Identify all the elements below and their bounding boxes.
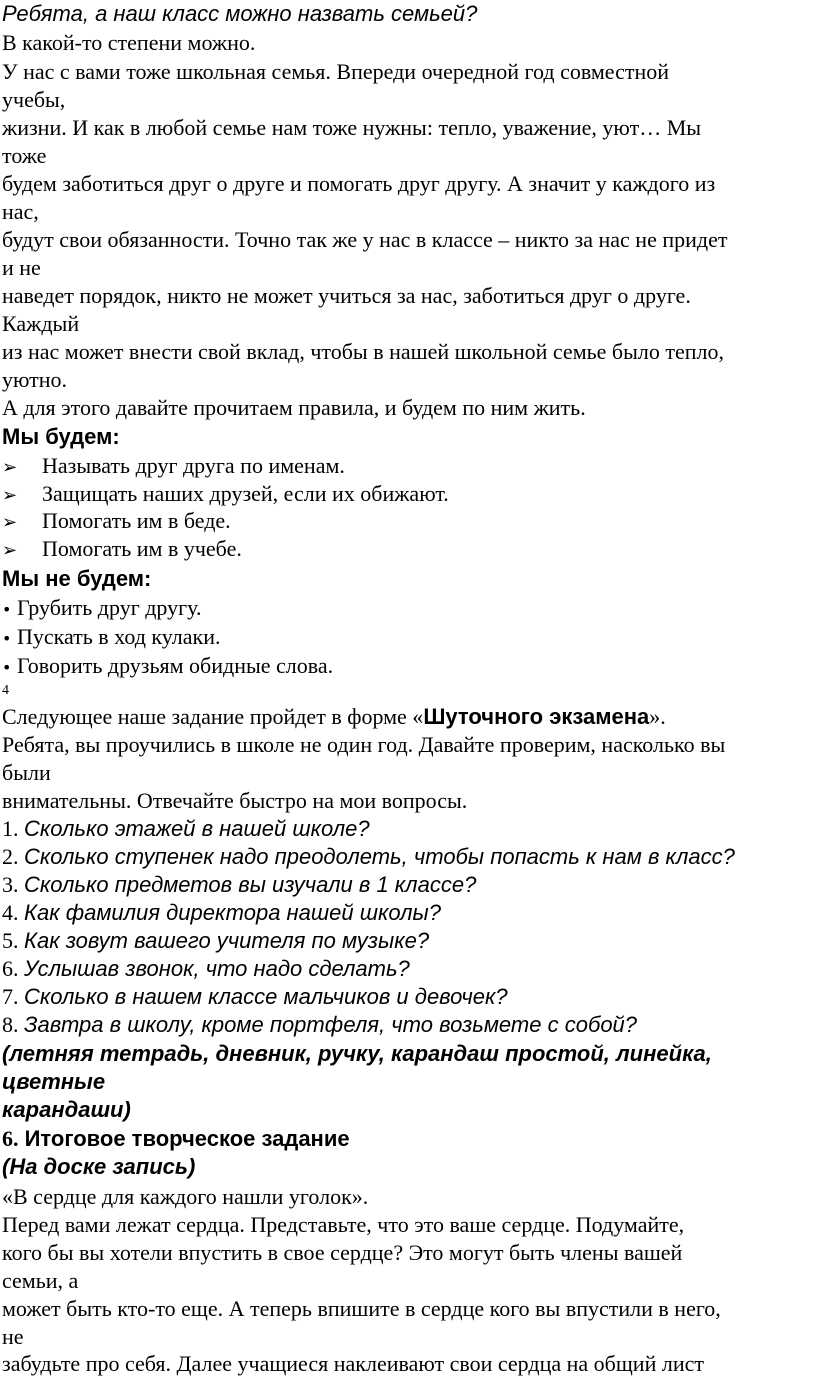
rules-dont-item-text: Говорить друзьям обидные слова. (16, 653, 334, 678)
question-text: Сколько этажей в нашей школе? (24, 816, 370, 841)
intro-line: будут свои обязанности. Точно так же у нас в классе – никто за нас не придет (2, 227, 728, 252)
question-text: Сколько в нашем классе мальчиков и девочек? (24, 984, 508, 1009)
question-text: Сколько ступенек надо преодолеть, чтобы попасть к нам в класс? (24, 844, 735, 869)
rules-do-item (2, 480, 449, 510)
intro-line: будем заботиться друг о друге и помогать друг другу. А значит у каждого из (2, 171, 716, 196)
board-note: (На доске запись) (2, 1154, 196, 1179)
exam-question (2, 871, 476, 899)
intro-line: из нас может внести свой вклад, чтобы в нашей школьной семье было тепло, (2, 339, 724, 364)
arrow-bullet-icon: ➢ (2, 540, 18, 561)
intro-line: нас, (2, 199, 39, 224)
question-number: 8. (2, 1012, 19, 1037)
intro-line: учебы, (2, 87, 66, 112)
rules-do-item (2, 507, 231, 537)
question-number: 1. (2, 816, 19, 841)
exam-intro-text: Следующее наше задание пройдет в форме « (2, 704, 424, 729)
exam-question (2, 927, 429, 955)
exam-answer-line: карандаши) (2, 1097, 131, 1122)
intro-line: В какой-то степени можно. (2, 30, 256, 55)
dot-bullet-icon: • (2, 600, 12, 619)
intro-line: Каждый (2, 311, 80, 336)
exam-line: внимательны. Отвечайте быстро на мои вопросы. (2, 788, 468, 813)
final-line: не (2, 1324, 24, 1349)
rules-do-item-text: Защищать наших друзей, если их обижают. (42, 481, 449, 506)
rules-do-item (2, 535, 242, 565)
question-text: Как фамилия директора нашей школы? (24, 900, 441, 925)
dot-bullet-icon: • (2, 658, 12, 677)
question-text: Как зовут вашего учителя по музыке? (24, 928, 430, 953)
question-number: 6. (2, 956, 19, 981)
final-line: Перед вами лежат сердца. Представьте, что это ваше сердце. Подумайте, (2, 1212, 685, 1237)
final-line: забудьте про себя. Далее учащиеся наклеивают свои сердца на общий лист (2, 1351, 704, 1376)
question-text: Услышав звонок, что надо сделать? (24, 956, 410, 981)
section-number: 4 (2, 683, 9, 698)
arrow-bullet-icon: ➢ (2, 457, 18, 478)
rules-do-item (2, 452, 345, 482)
question-number: 3. (2, 872, 19, 897)
intro-line: уютно. (2, 367, 68, 392)
arrow-bullet-icon: ➢ (2, 512, 18, 533)
exam-title: Шуточного экзамена (423, 704, 650, 729)
intro-line: и не (2, 255, 41, 280)
final-line: «В сердце для каждого нашли уголок». (2, 1184, 369, 1209)
rules-dont-item-text: Грубить друг другу. (16, 595, 202, 620)
rules-do-heading: Мы будем: (2, 424, 120, 449)
rules-do-item-text: Помогать им в беде. (42, 508, 231, 533)
final-task-title: Итоговое творческое задание (18, 1126, 350, 1151)
exam-line: Ребята, вы проучились в школе не один год. Давайте проверим, насколько вы (2, 732, 726, 757)
rules-dont-item (2, 623, 221, 653)
question-number: 5. (2, 928, 19, 953)
exam-question (2, 843, 735, 871)
final-line: семьи, а (2, 1268, 79, 1293)
exam-answer-line: (летняя тетрадь, дневник, ручку, карандаш простой, линейка, (2, 1041, 712, 1066)
question-number: 4. (2, 900, 19, 925)
intro-line: А для этого давайте прочитаем правила, и будем по ним жить. (2, 395, 586, 420)
exam-intro (2, 703, 666, 731)
final-task-number: 6. (2, 1126, 19, 1151)
dot-bullet-icon: • (2, 629, 12, 648)
rules-dont-item-text: Пускать в ход кулаки. (16, 624, 221, 649)
final-line: может быть кто-то еще. А теперь впишите в сердце кого вы впустили в него, (2, 1296, 721, 1321)
rules-dont-heading: Мы не будем: (2, 566, 152, 591)
question-text: Завтра в школу, кроме портфеля, что возьмете с собой? (24, 1012, 638, 1037)
exam-intro-end: ». (649, 704, 666, 729)
intro-line: тоже (2, 143, 47, 168)
rules-do-item-text: Помогать им в учебе. (42, 536, 242, 561)
final-task-heading (2, 1125, 350, 1153)
final-line: кого бы вы хотели впустить в свое сердце? Это могут быть члены вашей (2, 1240, 683, 1265)
intro-question: Ребята, а наш класс можно назвать семьей? (2, 1, 478, 26)
exam-question (2, 815, 370, 843)
exam-question (2, 983, 508, 1011)
exam-question (2, 899, 441, 927)
rules-dont-item (2, 652, 333, 682)
intro-line: У нас с вами тоже школьная семья. Впереди очередной год совместной (2, 59, 670, 84)
arrow-bullet-icon: ➢ (2, 485, 18, 506)
question-number: 2. (2, 844, 19, 869)
question-number: 7. (2, 984, 19, 1009)
intro-line: жизни. И как в любой семье нам тоже нужны: тепло, уважение, уют… Мы (2, 115, 702, 140)
exam-line: были (2, 760, 51, 785)
question-text: Сколько предметов вы изучали в 1 классе? (24, 872, 477, 897)
intro-line: наведет порядок, никто не может учиться за нас, заботиться друг о друге. (2, 283, 691, 308)
rules-do-item-text: Называть друг друга по именам. (42, 453, 345, 478)
exam-answer-line: цветные (2, 1069, 106, 1094)
exam-question (2, 955, 410, 983)
rules-dont-item (2, 594, 201, 624)
exam-question (2, 1011, 637, 1039)
